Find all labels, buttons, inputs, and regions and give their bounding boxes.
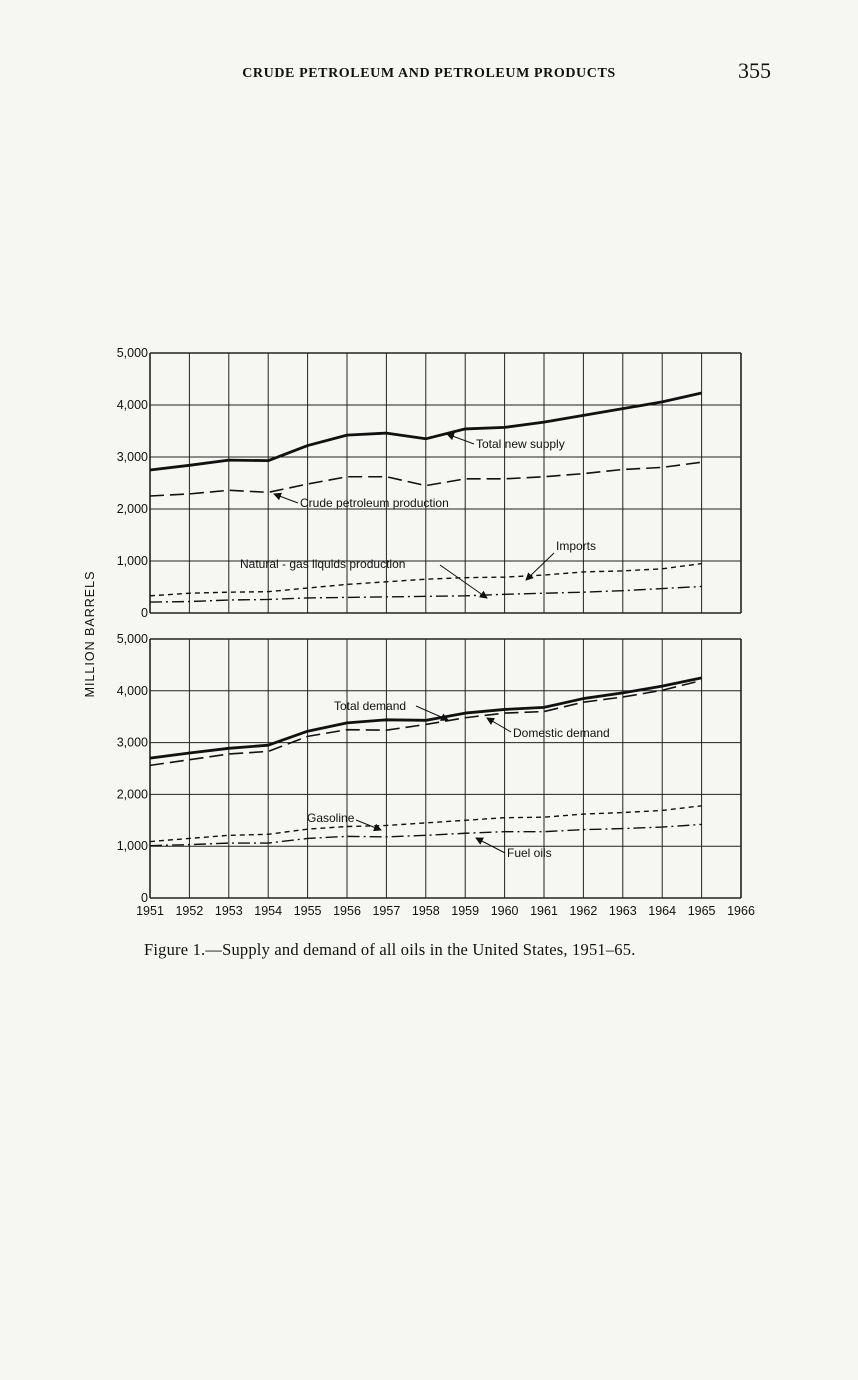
y-tick-label: 2,000 xyxy=(116,502,148,516)
y-tick-label: 2,000 xyxy=(116,787,148,802)
x-tick-label: 1965 xyxy=(687,904,716,918)
x-tick-label: 1955 xyxy=(293,904,322,918)
x-tick-label: 1952 xyxy=(175,904,204,918)
figure-caption: Figure 1.—Supply and demand of all oils in the United States, 1951–65. xyxy=(144,940,636,959)
demand-panel xyxy=(117,632,755,918)
y-tick-label: 0 xyxy=(141,891,148,905)
leader-ngl-production xyxy=(440,565,487,598)
leader-total-new-supply xyxy=(447,434,474,444)
y-tick-label: 0 xyxy=(141,606,148,620)
x-tick-label: 1954 xyxy=(254,904,283,918)
x-tick-label: 1951 xyxy=(136,904,164,918)
x-tick-label: 1960 xyxy=(490,904,519,918)
annotation-total-demand: Total demand xyxy=(334,699,407,713)
annotation-fuel-oils: Fuel oils xyxy=(507,846,552,860)
y-axis-title-group xyxy=(83,571,97,698)
y-tick-label: 4,000 xyxy=(116,398,148,412)
x-tick-label: 1963 xyxy=(608,904,637,918)
leader-crude-production xyxy=(274,494,298,503)
x-tick-label: 1964 xyxy=(648,904,677,918)
x-tick-label: 1961 xyxy=(530,904,558,918)
y-tick-label: 3,000 xyxy=(116,450,148,464)
annotation-gasoline: Gasoline xyxy=(307,811,355,825)
leader-gasoline xyxy=(356,820,381,830)
y-tick-label: 4,000 xyxy=(116,683,148,698)
y-tick-label: 1,000 xyxy=(116,554,148,568)
page-number: 355 xyxy=(738,58,771,83)
x-tick-label: 1956 xyxy=(333,904,361,918)
annotations xyxy=(240,434,610,860)
y-tick-label: 1,000 xyxy=(116,839,148,854)
x-tick-label: 1958 xyxy=(411,904,440,918)
y-tick-label: 5,000 xyxy=(116,346,148,360)
annotation-domestic-demand: Domestic demand xyxy=(513,726,610,740)
x-tick-label: 1957 xyxy=(372,904,401,918)
x-tick-label: 1953 xyxy=(214,904,243,918)
y-axis-title: MILLION BARRELS xyxy=(83,570,97,698)
annotation-imports: Imports xyxy=(556,539,597,553)
leader-fuel-oils xyxy=(476,838,505,853)
annotation-crude-production: Crude petroleum production xyxy=(300,496,449,510)
y-tick-label: 3,000 xyxy=(116,735,148,750)
y-tick-label: 5,000 xyxy=(116,632,148,646)
supply-panel xyxy=(117,346,741,620)
x-tick-label: 1966 xyxy=(727,904,755,918)
x-tick-label: 1962 xyxy=(569,904,598,918)
annotation-total-new-supply: Total new supply xyxy=(476,437,565,451)
running-head: CRUDE PETROLEUM AND PETROLEUM PRODUCTS xyxy=(242,66,616,81)
leader-domestic-demand xyxy=(487,718,511,732)
x-tick-label: 1959 xyxy=(451,904,480,918)
annotation-ngl-production: Natural - gas liquids production xyxy=(240,557,406,571)
